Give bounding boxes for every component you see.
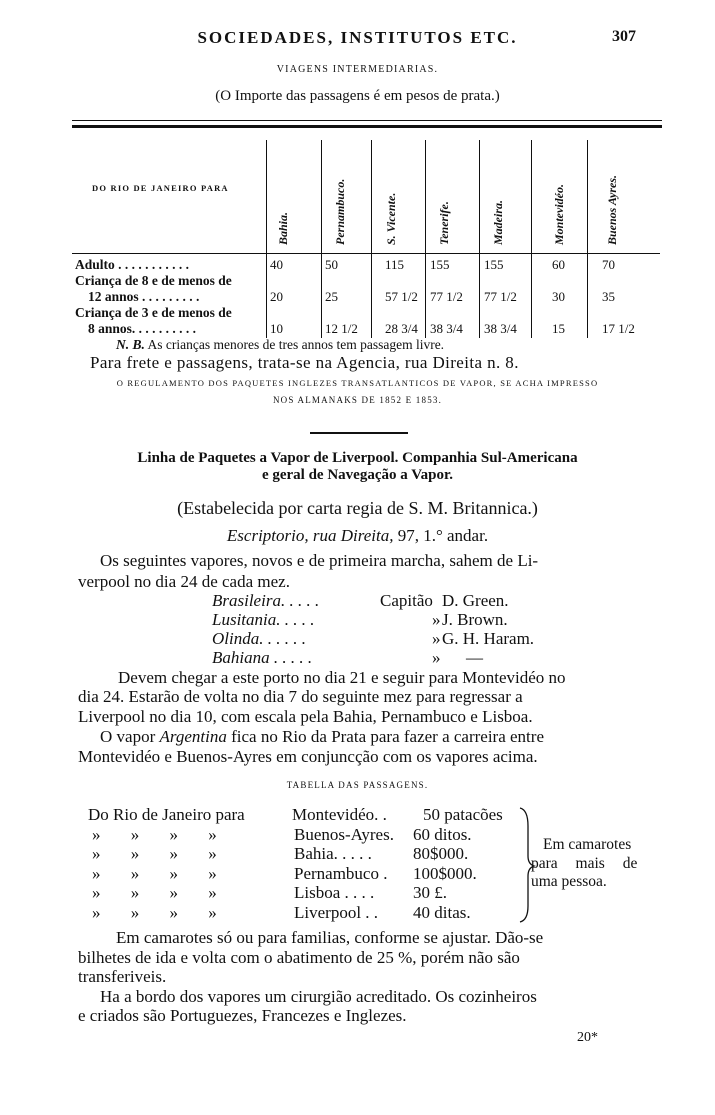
paragraph-line: Em camarotes só ou para familias, conforme se ajustar. Dão-se: [116, 928, 544, 947]
column-header: Pernambuco.: [333, 178, 347, 245]
table-cell: 57 1/2: [385, 289, 418, 304]
fare-destination: Buenos-Ayres.: [294, 824, 394, 844]
fare-destination: Pernambuco .: [294, 863, 388, 883]
regulation-note: O REGULAMENTO DOS PAQUETES INGLEZES TRANSATLANTICOS DE VAPOR, SE ACHA IMPRESSO: [116, 378, 599, 388]
captain-label: »: [432, 648, 441, 667]
table-cell: 20: [270, 289, 283, 304]
paragraph-line: Devem chegar a este porto no dia 21 e seguir para Montevidéo no: [118, 668, 566, 687]
nb-text: As crianças menores de tres annos tem passagem livre.: [147, 337, 445, 352]
row-label: Criança de 3 e de menos de: [75, 305, 232, 320]
paragraph-line: Liverpool no dia 10, com escala pela Bahia, Pernambuco e Lisboa.: [78, 707, 533, 726]
paragraph-line: verpool no dia 24 de cada mez.: [78, 572, 290, 591]
column-header: Montevidéo.: [552, 184, 566, 245]
paragraph-line: bilhetes de ida e volta com o abatimento de 25 %, porém não são: [78, 948, 520, 967]
regulation-note: NOS ALMANAKS DE 1852 E 1853.: [272, 395, 443, 405]
office-address: [0, 526, 715, 546]
table-cell: 77 1/2: [430, 289, 463, 304]
table-cell: 77 1/2: [484, 289, 517, 304]
ship-name: Lusitania. . . . .: [212, 610, 315, 629]
table-cell: 25: [325, 289, 338, 304]
paragraph-line: [100, 727, 544, 747]
column-header: Tenerife.: [437, 201, 451, 245]
row-label: 12 annos . . . . . . . . .: [88, 289, 200, 304]
row-label: Adulto . . . . . . . . . . .: [75, 257, 190, 272]
section-title: VIAGENS INTERMEDIARIAS.: [276, 64, 439, 75]
table-cell: 15: [552, 321, 565, 336]
column-header: Buenos Ayres.: [605, 174, 619, 245]
fare-price: 50 patacões: [423, 805, 503, 824]
captain-name: —: [466, 648, 483, 667]
fares-note: uma pessoa.: [531, 873, 607, 890]
column-header: Bahia.: [276, 211, 290, 245]
fare-price: 100$000.: [413, 863, 477, 883]
paragraph-line: Os seguintes vapores, novos e de primeira marcha, sahem de Li-: [100, 551, 539, 570]
captain-name: D. Green.: [442, 591, 509, 610]
fare-origin: » » » »: [92, 824, 217, 844]
table-cell: 12 1/2: [325, 321, 358, 336]
row-label: 8 annos. . . . . . . . . .: [88, 321, 197, 336]
fare-price: 30 £.: [413, 883, 447, 902]
captain-label: »: [432, 610, 441, 629]
signature-mark: 20*: [577, 1030, 598, 1045]
table-corner-header: DO RIO DE JANEIRO PARA: [92, 183, 229, 193]
fare-destination: Lisboa . . . .: [294, 883, 375, 902]
text: O vapor: [100, 727, 156, 746]
rule: [72, 125, 662, 128]
table-cell: 38 3/4: [484, 321, 517, 336]
fare-destination: Liverpool . .: [294, 902, 379, 922]
table-cell: 115: [385, 257, 405, 272]
fare-price: 40 ditas.: [413, 902, 471, 922]
fare-origin: » » » »: [92, 844, 217, 863]
section2-title: e geral de Navegação a Vapor.: [261, 467, 454, 483]
row-label: Criança de 8 e de menos de: [75, 273, 232, 288]
fare-price: 80$000.: [413, 844, 469, 863]
office-street: Escriptorio, rua Direita,: [226, 526, 394, 545]
text: fica no Rio da Prata para fazer a carreira entre: [231, 727, 544, 746]
paragraph-line: dia 24. Estarão de volta no dia 7 do seguinte mez para regressar a: [78, 687, 523, 706]
section-subtitle: (O Importe das passagens é em pesos de prata.): [215, 88, 500, 104]
table-cell: 50: [325, 257, 338, 272]
table-cell: 28 3/4: [385, 321, 418, 336]
divider: [310, 432, 408, 434]
nb-label: N. B.: [116, 337, 145, 352]
ship-name: Bahiana . . . . .: [212, 648, 313, 667]
captain-name: J. Brown.: [442, 610, 508, 629]
fares-title: TABELLA DAS PASSAGENS.: [286, 780, 429, 790]
running-title: SOCIEDADES, INSTITUTOS ETC.: [197, 28, 518, 47]
table-cell: 70: [602, 257, 615, 272]
fares-note: para mais de: [531, 855, 638, 872]
fare-origin: » » » »: [92, 883, 217, 902]
fare-destination: Montevidéo. .: [292, 805, 387, 824]
captain-label: Capitão: [380, 591, 433, 610]
table-cell: 40: [270, 257, 283, 272]
captain-label: »: [432, 629, 441, 648]
table-cell: 10: [270, 321, 283, 336]
paragraph-line: e criados são Portuguezes, Francezes e Inglezes.: [78, 1006, 407, 1025]
ship-name: Argentina: [159, 727, 227, 746]
section2-title: Linha de Paquetes a Vapor de Liverpool. Companhia Sul-Americana: [137, 450, 578, 466]
nb-note: [116, 337, 444, 353]
table-cell: 17 1/2: [602, 321, 635, 336]
table-cell: 155: [430, 257, 450, 272]
table-cell: 30: [552, 289, 565, 304]
paragraph-line: Montevidéo e Buenos-Ayres em conjuncção com os vapores acima.: [78, 747, 538, 766]
office-number: 97, 1.° andar.: [397, 526, 489, 545]
ship-name: Olinda. . . . . .: [212, 629, 306, 648]
fare-destination: Bahia. . . . .: [294, 844, 372, 863]
captain-name: G. H. Haram.: [442, 629, 535, 648]
rule: [72, 253, 660, 254]
page-number: 307: [612, 28, 636, 45]
table-cell: 60: [552, 257, 565, 272]
paragraph-line: Ha a bordo dos vapores um cirurgião acreditado. Os cozinheiros: [100, 987, 537, 1006]
table-cell: 155: [484, 257, 504, 272]
fare-origin: Do Rio de Janeiro para: [88, 805, 245, 824]
rule: [72, 120, 662, 121]
table-cell: 35: [602, 289, 615, 304]
ship-name: Brasileira. . . . .: [212, 591, 320, 610]
fare-origin: » » » »: [92, 902, 217, 922]
column-header: Madeira.: [491, 200, 505, 245]
fares-note: Em camarotes: [543, 836, 632, 853]
established-note: (Estabelecida por carta regia de S. M. Britannica.): [177, 498, 538, 518]
table-cell: 38 3/4: [430, 321, 463, 336]
paragraph-line: transferiveis.: [78, 967, 167, 986]
fare-price: 60 ditos.: [413, 824, 472, 844]
fare-origin: » » » »: [92, 863, 217, 883]
column-header: S. Vicente.: [384, 192, 398, 245]
freight-note: Para frete e passagens, trata-se na Agencia, rua Direita n. 8.: [90, 353, 519, 372]
